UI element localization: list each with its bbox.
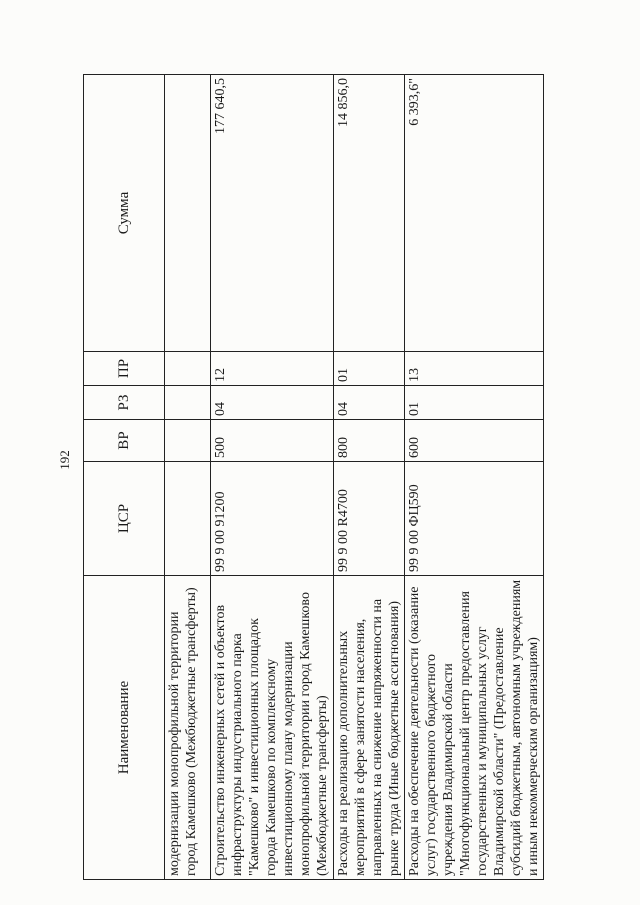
cell-name: модернизации монопрофильной территории город Камешково (Межбюджетные трансферты) — [165, 576, 211, 880]
budget-table — [83, 74, 544, 880]
cell-sum — [165, 75, 211, 352]
header-vr: ВР — [84, 420, 165, 462]
cell-csr: 99 9 00 ФЦ590 — [404, 462, 544, 576]
cell-pr — [165, 352, 211, 386]
cell-rz: 01 — [404, 386, 544, 420]
header-sum: Сумма — [84, 75, 165, 352]
table-row — [404, 75, 544, 880]
cell-pr: 01 — [333, 352, 404, 386]
cell-name: Расходы на реализацию дополнительных мероприятий в сфере занятости населения, направленных на снижение напряженности на рынке труда (Иные бюджетные ассигнования) — [333, 576, 404, 880]
cell-name: Расходы на обеспечение деятельности (оказание услуг) государственного бюджетного учреждения Владимирской области "Многофункциональный центр предоставления государственных и муниципальных услуг Владимирской области" (Предоставление субсидий бюджетным, автономным учреждениям и иным некоммерческим организациям) — [404, 576, 544, 880]
cell-vr: 500 — [211, 420, 334, 462]
cell-csr: 99 9 00 R4700 — [333, 462, 404, 576]
cell-sum: 177 640,5 — [211, 75, 334, 352]
header-pr: ПР — [84, 352, 165, 386]
table-row — [211, 75, 334, 880]
table-row — [165, 75, 211, 880]
cell-vr — [165, 420, 211, 462]
cell-rz — [165, 386, 211, 420]
cell-pr: 12 — [211, 352, 334, 386]
cell-vr: 600 — [404, 420, 544, 462]
header-csr: ЦСР — [84, 462, 165, 576]
header-rz: РЗ — [84, 386, 165, 420]
page-number: 192 — [56, 450, 72, 470]
cell-rz: 04 — [211, 386, 334, 420]
rotated-budget-table-wrapper — [83, 75, 542, 880]
cell-pr: 13 — [404, 352, 544, 386]
cell-csr: 99 9 00 91200 — [211, 462, 334, 576]
cell-sum: 14 856,0 — [333, 75, 404, 352]
table-header-row — [84, 75, 165, 880]
cell-name: Строительство инженерных сетей и объектов инфраструктуры индустриального парка "Камешково" и инвестиционных площадок города Камешково по комплексному инвестиционному плану модернизации монопрофильной территории город Камешково (Межбюджетные трансферты) — [211, 576, 334, 880]
cell-csr — [165, 462, 211, 576]
table-row — [333, 75, 404, 880]
cell-rz: 04 — [333, 386, 404, 420]
cell-sum: 6 393,6" — [404, 75, 544, 352]
header-name: Наименование — [84, 576, 165, 880]
cell-vr: 800 — [333, 420, 404, 462]
